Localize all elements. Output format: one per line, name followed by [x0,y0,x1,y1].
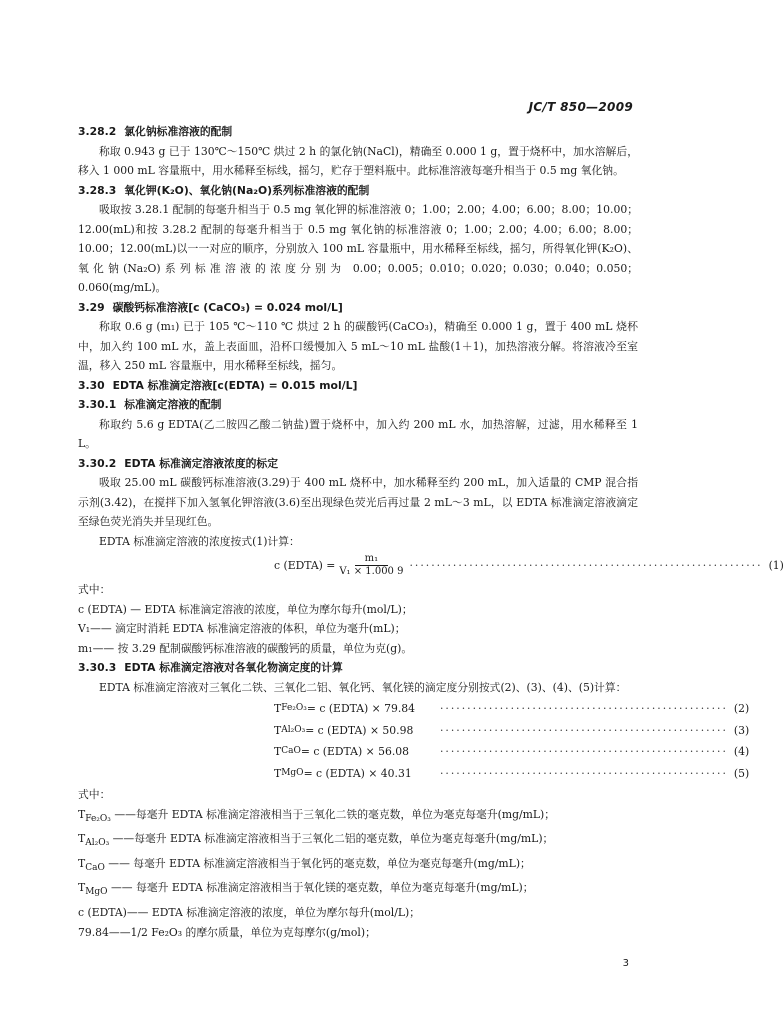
formula-3 [78,721,750,741]
definition-item: c (EDTA)—— EDTA 标准滴定溶液的浓度，单位为摩尔每升(mol/L)； [78,906,421,920]
page-number: 3 [622,958,629,969]
formula-expression: T MgO = c (EDTA) × 40.31 [274,766,412,780]
paragraph-3-30-1: 称取约 5.6 g EDTA(乙二胺四乙酸二钠盐)置于烧杯中，加入约 200 mL 水，加热溶解，过滤，用水稀释至 1 L。 [78,417,638,450]
definitions-list-1 [78,600,638,659]
section-heading-3-30-1 [78,395,638,415]
formula-expression: T Fe₂O₃ = c (EDTA) × 79.84 [274,702,416,715]
equation-number: (2) [733,702,750,715]
paragraph-3-30-3: EDTA 标准滴定溶液对三氧化二铁、三氧化二铝、氧化钙、氧化镁的滴定度分别按式(2)、(3)、(4)、(5)计算： [99,680,627,694]
leader-dots: ································································· [409,558,763,572]
fraction-numerator: m₁ [355,553,389,566]
document-body [78,122,784,942]
formula-5 [78,764,750,784]
section-number: 3.28.2 [78,125,117,138]
section-number: 3.30.2 [78,456,117,470]
fraction-denominator: V₁ × 1.000 9 [339,566,404,577]
where-label: 式中： [78,788,111,801]
leader-dots: ····················································· [440,702,728,715]
formula-expression [78,553,403,578]
where-label: 式中： [78,583,111,596]
section-number: 3.29 [78,300,105,314]
section-heading-3-28-2 [78,122,638,142]
formula-lhs: c (EDTA) = [274,558,336,572]
formula-fraction [339,553,403,578]
standard-code: JC/T 850—2009 [528,100,633,114]
section-heading-3-29 [78,298,638,318]
paragraph-3-28-2: 称取 0.943 g 已于 130℃～150℃ 烘过 2 h 的氯化钠(NaCl)，精确至 0.000 1 g，置于烧杯中，加水溶解后，移入 1 000 mL 容量瓶中，用水稀释至标线，摇匀，贮存于塑料瓶中。此标准溶液每毫升相当于 0.5 mg 氧化钠。 [78,144,638,177]
definition-item: $T_{Fe_2O_3}$ ——每毫升 EDTA 标准滴定溶液相当于三氧化二铁的毫克数，单位为毫克每毫升(mg/mL)； [78,807,556,824]
section-heading-3-30-3 [78,658,638,678]
section-heading-3-30 [78,376,638,396]
definition-item: 79.84——1/2 Fe₂O₃ 的摩尔质量，单位为克每摩尔(g/mol)； [78,925,376,939]
section-title: 氯化钠标准溶液的配制 [124,125,233,138]
definitions-list-2 [78,805,638,943]
section-heading-3-28-3 [78,181,638,201]
formula-expression: T CaO = c (EDTA) × 56.08 [274,745,409,758]
paragraph-3-28-3: 吸取按 3.28.1 配制的每毫升相当于 0.5 mg 氧化钾的标准溶液 0；1.00；2.00；4.00；6.00；8.00；10.00；12.00(mL)和按 3.28.2 配制的每毫升相当于 0.5 mg 氧化钠的标准溶液 0；1.00；2.00；4.00；6.00；8.00；10.00；12.00(mL)以一一对应的顺序，分别放入 100 mL 容量瓶中，用水稀释至标线，摇匀，所得氧化钾(K₂O)、氧化钠(Na₂O)系列标准溶液的浓度分别为 0.00；0.005；0.010；0.020；0.030；0.040；0.050；0.060(mg/mL)。 [78,203,638,294]
paragraph-3-29: 称取 0.6 g (m₁) 已于 105 ℃～110 ℃ 烘过 2 h 的碳酸钙(CaCO₃)，精确至 0.000 1 g，置于 400 mL 烧杯中，加入约 100 mL 水，盖上表面皿，沿杯口缓慢加入 5 mL～10 mL 盐酸(1＋1)，加热溶液分解。将溶液冷至室温，移入 250 mL 容量瓶中，用水稀释至标线，摇匀。 [78,320,638,372]
section-number: 3.30.3 [78,661,117,674]
section-title: 碳酸钙标准溶液[c (CaCO₃) = 0.024 mol/L] [112,300,343,314]
definition-item: V₁—— 滴定时消耗 EDTA 标准滴定溶液的体积，单位为毫升(mL)； [78,622,406,635]
section-title: EDTA 标准滴定溶液浓度的标定 [124,456,279,470]
paragraph-3-30-2-b: EDTA 标准滴定溶液的浓度按式(1)计算： [99,534,300,548]
formula-4 [78,742,750,762]
section-heading-3-30-2 [78,454,638,474]
section-title: 氧化钾(K₂O)、氧化钠(Na₂O)系列标准溶液的配制 [124,183,370,197]
formula-2 [78,699,750,719]
section-number: 3.28.3 [78,183,117,197]
formula-1 [78,553,784,578]
section-title: EDTA 标准滴定溶液对各氧化物滴定度的计算 [124,661,343,674]
section-title: EDTA 标准滴定溶液[c(EDTA) = 0.015 mol/L] [112,378,358,392]
definition-item: $T_{CaO}$ —— 每毫升 EDTA 标准滴定溶液相当于氧化钙的毫克数，单位为毫克每毫升(mg/mL)； [78,856,531,873]
definition-item: m₁—— 按 3.29 配制碳酸钙标准溶液的碳酸钙的质量，单位为克(g)。 [78,641,413,655]
leader-dots: ····················································· [440,766,728,780]
section-title: 标准滴定溶液的配制 [124,398,222,411]
equation-number: (5) [733,766,750,780]
formula-list [78,699,750,783]
leader-dots: ····················································· [440,745,728,758]
section-number: 3.30 [78,378,105,392]
formula-expression: T Al₂O₃ = c (EDTA) × 50.98 [274,723,414,737]
leader-dots: ····················································· [440,723,728,737]
equation-number: (4) [733,745,750,758]
definition-item: $T_{Al_2O_3}$ ——每毫升 EDTA 标准滴定溶液相当于三氧化二铝的毫克数，单位为毫克每毫升(mg/mL)； [78,832,554,849]
definition-item: $T_{MgO}$ —— 每毫升 EDTA 标准滴定溶液相当于氧化镁的毫克数，单位为毫克每毫升(mg/mL)； [78,881,534,898]
paragraph-3-30-2-a: 吸取 25.00 mL 碳酸钙标准溶液(3.29)于 400 mL 烧杯中，加水稀释至约 200 mL，加入适量的 CMP 混合指示剂(3.42)，在搅拌下加入氢氧化钾溶液(3.6)至出现绿色荧光后再过量 2 mL～3 mL，以 EDTA 标准滴定溶液滴定至绿色荧光消失并呈现红色。 [78,476,638,528]
equation-number: (3) [733,723,750,737]
equation-number: (1) [768,558,784,572]
section-number: 3.30.1 [78,398,117,411]
definition-item: c (EDTA) — EDTA 标准滴定溶液的浓度，单位为摩尔每升(mol/L)； [78,602,413,616]
